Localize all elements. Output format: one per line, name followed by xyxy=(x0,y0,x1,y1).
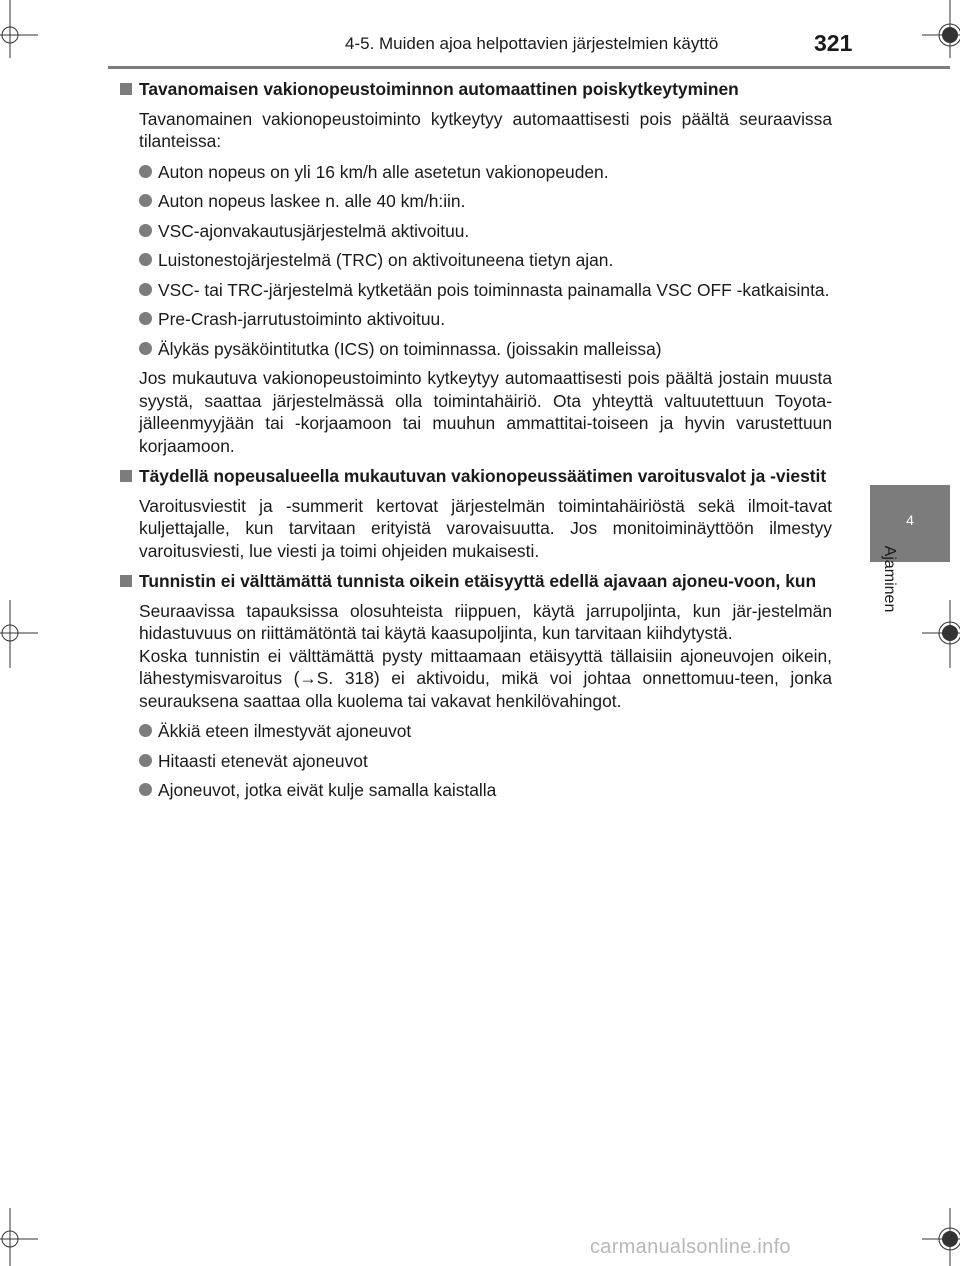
section-heading-text: Tavanomaisen vakionopeustoiminnon automaattinen poiskytkeytyminen xyxy=(139,79,739,99)
list-item xyxy=(120,220,832,243)
list-item xyxy=(120,750,832,773)
list-item xyxy=(120,161,832,184)
list-item-text: Ajoneuvot, jotka eivät kulje samalla kaistalla xyxy=(158,780,497,800)
chapter-label: Ajaminen xyxy=(881,545,898,613)
paragraph: Koska tunnistin ei välttämättä pysty mittaamaan etäisyyttä tällaisiin ajoneuvojen oikein, lähestymisvaroitus (→S. 318) ei aktivoidu, mikä voi johtaa onnettomuu-teen, jonka seurauksena saattaa olla kuolema tai vakavat henkilövahingot. xyxy=(139,645,832,711)
list-item xyxy=(120,249,832,272)
chapter-label-wrap xyxy=(878,545,900,660)
list-item-text: Älykäs pysäköintitutka (ICS) on toiminnassa. (joissakin malleissa) xyxy=(158,338,662,359)
list-item xyxy=(120,279,832,302)
round-bullet-icon xyxy=(139,165,152,178)
round-bullet-icon xyxy=(139,754,152,767)
round-bullet-icon xyxy=(139,783,152,796)
section-heading-text: Täydellä nopeusalueella mukautuvan vakionopeussäätimen varoitusvalot ja -viestit xyxy=(139,466,827,486)
square-bullet-icon xyxy=(120,470,132,482)
list-item-text: VSC- tai TRC-järjestelmä kytketään pois toiminnasta painamalla VSC OFF -katkaisinta. xyxy=(158,279,830,300)
page-number: 321 xyxy=(814,30,853,56)
running-header: 4-5. Muiden ajoa helpottavien järjestelmien käyttö xyxy=(345,34,719,53)
paragraph: Tavanomainen vakionopeustoiminto kytkeytyy automaattisesti pois päältä seuraavissa tilanteissa: xyxy=(139,108,832,151)
paragraph: Jos mukautuva vakionopeustoiminto kytkeytyy automaattisesti pois päältä jostain muusta syystä, saattaa järjestelmässä olla toimintahäiriö. Ota yhteyttä valtuutettuun Toyota-jälleenmyyjään tai -korjaamoon tai muuhun ammattitai-toiseen ja hyvin varustettuun korjaamoon. xyxy=(139,368,832,456)
crop-mark-mid-left xyxy=(0,600,40,670)
list-item-text: Pre-Crash-jarrutustoiminto aktivoituu. xyxy=(158,309,446,329)
round-bullet-icon xyxy=(139,253,152,266)
list-item-text: Hitaasti etenevät ajoneuvot xyxy=(158,750,368,771)
crop-mark-top-left xyxy=(0,0,40,60)
square-bullet-icon xyxy=(120,83,132,95)
list-item-text: Äkkiä eteen ilmestyvät ajoneuvot xyxy=(158,721,412,741)
crop-mark-bottom-right xyxy=(920,1206,960,1266)
round-bullet-icon xyxy=(139,342,152,355)
section-heading-text: Tunnistin ei välttämättä tunnista oikein etäisyyttä edellä ajavaan ajoneu-voon, kun xyxy=(139,571,817,591)
round-bullet-icon xyxy=(139,283,152,296)
section-heading xyxy=(120,465,832,488)
list-item-text: Luistonestojärjestelmä (TRC) on aktivoituneena tietyn ajan. xyxy=(158,250,614,270)
section-heading xyxy=(120,78,832,101)
list-item xyxy=(120,308,832,331)
header-rule xyxy=(108,66,950,69)
section-heading xyxy=(120,570,832,593)
watermark: carmanualsonline.info xyxy=(590,1236,791,1258)
round-bullet-icon xyxy=(139,724,152,737)
crop-mark-bottom-left xyxy=(0,1206,40,1266)
round-bullet-icon xyxy=(139,194,152,207)
square-bullet-icon xyxy=(120,575,132,587)
list-item-text: VSC-ajonvakautusjärjestelmä aktivoituu. xyxy=(158,220,470,241)
crop-mark-mid-right xyxy=(920,600,960,670)
paragraph: Varoitusviestit ja -summerit kertovat järjestelmän toimintahäiriöstä sekä ilmoit-tavat kuljettajalle, kun tarvitaan erityistä varovaisuutta. Jos monitoiminäyttöön ilmestyy varoitusviesti, lue viesti ja toimi ohjeiden mukaisesti. xyxy=(139,495,832,561)
page-content xyxy=(120,78,832,809)
list-item xyxy=(120,720,832,743)
list-item xyxy=(120,190,832,213)
list-item-text: Auton nopeus laskee n. alle 40 km/h:iin. xyxy=(158,191,466,211)
crop-mark-top-right xyxy=(920,0,960,60)
list-item xyxy=(120,779,832,802)
paragraph: Seuraavissa tapauksissa olosuhteista riippuen, käytä jarrupoljinta, kun jär-jestelmän hidastuvuus on riittämätöntä tai käytä kaasupoljinta, kun tarvitaan kiihdytystä. xyxy=(139,600,832,643)
round-bullet-icon xyxy=(139,224,152,237)
chapter-number: 4 xyxy=(906,512,914,528)
round-bullet-icon xyxy=(139,312,152,325)
list-item xyxy=(120,338,832,361)
list-item-text: Auton nopeus on yli 16 km/h alle asetetun vakionopeuden. xyxy=(158,161,609,182)
